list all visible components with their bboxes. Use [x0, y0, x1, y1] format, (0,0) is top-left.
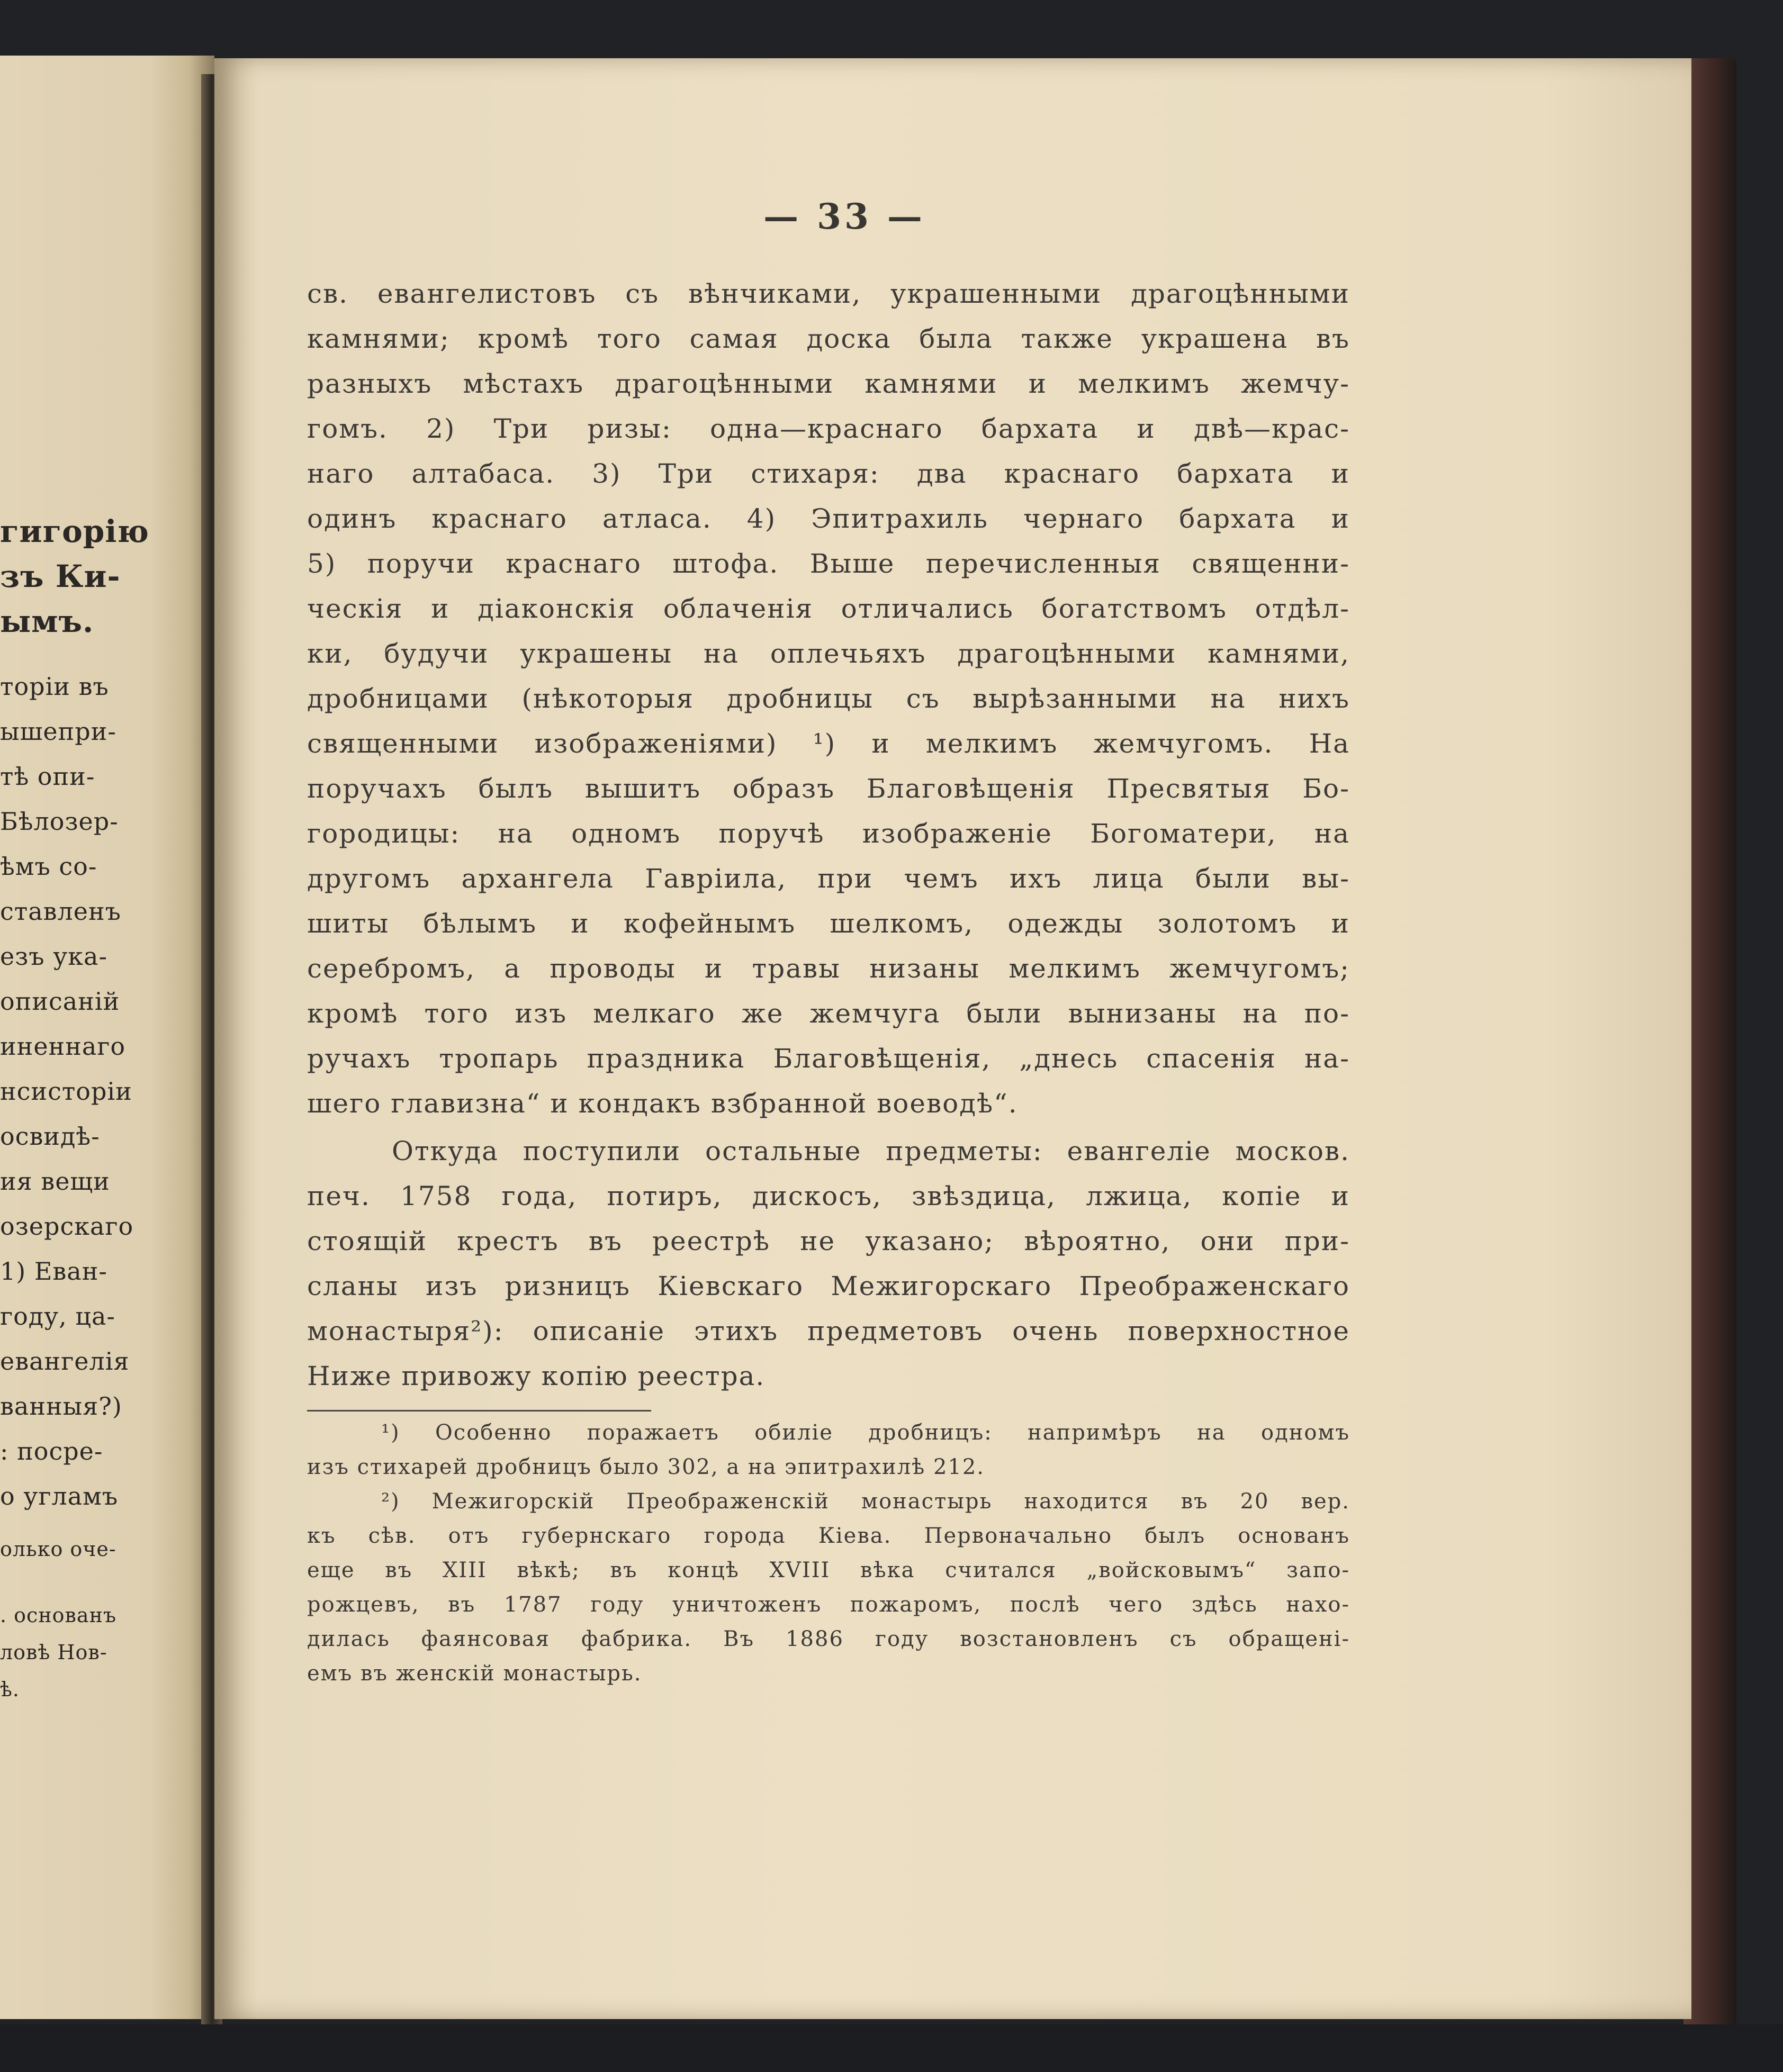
left-page-text: ымъ.	[0, 603, 94, 639]
footnote-line: рожцевъ, въ 1787 году уничтоженъ пожаромъ, послѣ чего здѣсь нахо-	[307, 1593, 1350, 1617]
body-line: кромѣ того изъ мелкаго же жемчуга были вынизаны на по-	[307, 998, 1350, 1029]
left-page-text: торіи въ	[0, 672, 109, 701]
footnote-line: дилась фаянсовая фабрика. Въ 1886 году возстановленъ съ обращені-	[307, 1627, 1350, 1651]
footnote-line: изъ стихарей дробницъ было 302, а на эпитрахилѣ 212.	[307, 1455, 985, 1479]
footnote-divider	[307, 1410, 651, 1412]
left-page-text: о угламъ	[0, 1482, 119, 1510]
left-page-text: евангелія	[0, 1347, 130, 1376]
body-line: ки, будучи украшены на оплечьяхъ драгоцѣнными камнями,	[307, 638, 1350, 669]
footnote-line: еще въ XIII вѣкѣ; въ концѣ XVIII вѣка считался „войсковымъ“ запо-	[307, 1558, 1350, 1582]
body-line: наго алтабаса. 3) Три стихаря: два краснаго бархата и	[307, 458, 1350, 489]
left-page-text: ѣмъ со-	[0, 852, 97, 881]
body-line: шиты бѣлымъ и кофейнымъ шелкомъ, одежды золотомъ и	[307, 908, 1350, 939]
left-page-text: ия вещи	[0, 1167, 110, 1196]
page-number: — 33 —	[763, 196, 925, 237]
body-line: 5) поручи краснаго штофа. Выше перечисленныя священни-	[307, 548, 1350, 579]
left-page-text: ышепри-	[0, 717, 116, 746]
left-page-text: ванныя?)	[0, 1392, 122, 1420]
body-line: св. евангелистовъ съ вѣнчиками, украшенными драгоцѣнными	[307, 278, 1350, 309]
left-page-text: олько оче-	[0, 1537, 116, 1561]
body-line: монастыря²): описаніе этихъ предметовъ очень поверхностное	[307, 1316, 1350, 1346]
body-line: сланы изъ ризницъ Кіевскаго Межигорскаго Преображенскаго	[307, 1271, 1350, 1301]
body-line: разныхъ мѣстахъ драгоцѣнными камнями и мелкимъ жемчу-	[307, 368, 1350, 399]
left-page-text: ставленъ	[0, 897, 121, 926]
body-line: дробницами (нѣкоторыя дробницы съ вырѣзанными на нихъ	[307, 683, 1350, 714]
left-page-text: : посре-	[0, 1437, 103, 1465]
body-line: камнями; кромѣ того самая доска была также украшена въ	[307, 323, 1350, 354]
left-page-text: . основанъ	[0, 1604, 117, 1627]
scan-background	[0, 2024, 1783, 2072]
body-line: ческія и діаконскія облаченія отличались богатствомъ отдѣл-	[307, 593, 1350, 624]
body-line: Откуда поступили остальные предметы: евангеліе москов.	[392, 1136, 1350, 1166]
left-page-text: нсисторіи	[0, 1077, 132, 1106]
body-line: поручахъ былъ вышитъ образъ Благовѣщенія Пресвятыя Бо-	[307, 773, 1350, 804]
left-page-text: 1) Еван-	[0, 1257, 107, 1286]
left-page-text: освидѣ-	[0, 1122, 100, 1151]
body-line: печ. 1758 года, потиръ, дискосъ, звѣздица, лжица, копіе и	[307, 1181, 1350, 1211]
left-page-text: зъ Ки-	[0, 558, 121, 594]
footnote-line: ¹) Особенно поражаетъ обиліе дробницъ: напримѣръ на одномъ	[381, 1420, 1350, 1445]
left-page-text: описаній	[0, 987, 120, 1016]
body-line: гомъ. 2) Три ризы: одна—краснаго бархата и двѣ—крас-	[307, 413, 1350, 444]
body-line: шего главизна“ и кондакъ взбранной воеводѣ“.	[307, 1088, 1018, 1119]
left-page-text: озерскаго	[0, 1212, 134, 1241]
body-line: стоящій крестъ въ реестрѣ не указано; вѣроятно, они при-	[307, 1226, 1350, 1256]
body-line: Ниже привожу копію реестра.	[307, 1361, 766, 1391]
footnote-line: емъ въ женскій монастырь.	[307, 1661, 642, 1686]
body-line: ручахъ тропарь праздника Благовѣщенія, „днесь спасенія на-	[307, 1043, 1350, 1074]
body-line: городицы: на одномъ поручѣ изображеніе Богоматери, на	[307, 818, 1350, 849]
left-page-text: Бѣлозер-	[0, 807, 119, 836]
book-edge	[1683, 58, 1736, 2027]
left-page-text: езъ ука-	[0, 942, 107, 971]
body-line: священными изображеніями) ¹) и мелкимъ жемчугомъ. На	[307, 728, 1350, 759]
body-line: серебромъ, а проводы и травы низаны мелкимъ жемчугомъ;	[307, 953, 1350, 984]
footnote-line: къ сѣв. отъ губернскаго города Кіева. Первоначально былъ основанъ	[307, 1524, 1350, 1548]
left-page-text: тѣ опи-	[0, 762, 95, 791]
left-page-text: иненнаго	[0, 1032, 126, 1061]
left-page-text: ѣ.	[0, 1678, 20, 1701]
left-page-text: ловѣ Нов-	[0, 1641, 107, 1664]
left-page	[0, 56, 214, 2019]
footnote-line: ²) Межигорскій Преображенскій монастырь находится въ 20 вер.	[381, 1489, 1350, 1514]
left-page-text: гигорію	[0, 513, 149, 549]
body-line: одинъ краснаго атласа. 4) Эпитрахиль чернаго бархата и	[307, 503, 1350, 534]
body-line: другомъ архангела Гавріила, при чемъ ихъ лица были вы-	[307, 863, 1350, 894]
left-page-text: году, ца-	[0, 1302, 115, 1331]
